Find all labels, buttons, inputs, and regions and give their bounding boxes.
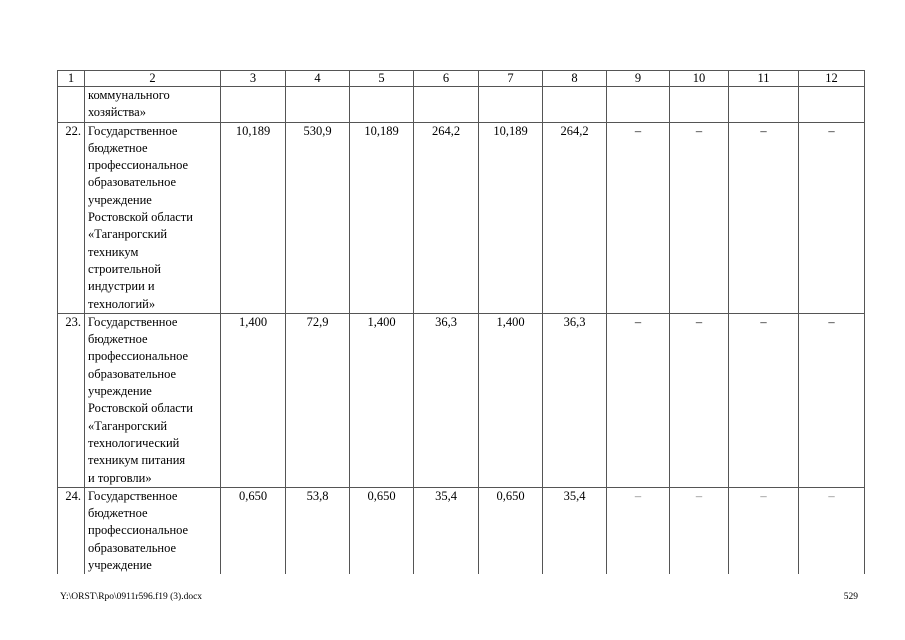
institution-name-cell [85,122,221,313]
value-cell: 10,189 [350,122,414,313]
footer-file-path: Y:\ORST\Rpo\0911r596.f19 (3).docx [60,592,203,602]
row-number-cell: 22. [58,122,85,313]
value-cell: 35,4 [414,487,479,574]
value-cell [670,87,729,123]
institution-name-line: Ростовской области [88,401,193,416]
header-row [58,71,865,87]
institution-name-line: образовательное [88,366,177,381]
value-cell [221,87,286,123]
value-cell: 36,3 [414,313,479,487]
header-cell: 2 [85,71,221,87]
table-body [58,71,865,575]
institution-name-line: хозяйства» [88,105,146,120]
institution-name-line: бюджетное [88,140,148,155]
header-cell: 1 [58,71,85,87]
institution-name-line: техникум [88,244,139,259]
header-cell: 9 [607,71,670,87]
value-cell: 72,9 [286,313,350,487]
institution-name-line: «Таганрогский [88,418,168,433]
value-cell: – [729,487,799,574]
institution-name-line: бюджетное [88,332,148,347]
row-number-cell [58,87,85,123]
header-cell: 4 [286,71,350,87]
institution-name-line: образовательное [88,175,177,190]
table-row [58,122,865,313]
value-cell: 53,8 [286,487,350,574]
institution-name-line: индустрии и [88,279,155,294]
value-cell: 0,650 [479,487,543,574]
institution-name-line: «Таганрогский [88,227,168,242]
value-cell: 264,2 [543,122,607,313]
value-cell: 1,400 [479,313,543,487]
table-row [58,313,865,487]
institution-name-line: профессиональное [88,523,189,538]
header-cell: 11 [729,71,799,87]
row-number-cell: 24. [58,487,85,574]
value-cell: 530,9 [286,122,350,313]
value-cell: 0,650 [350,487,414,574]
institution-name-line: строительной [88,261,161,276]
header-cell: 5 [350,71,414,87]
value-cell: 10,189 [479,122,543,313]
institution-name-line: Ростовской области [88,210,193,225]
institution-name-line: профессиональное [88,158,189,173]
header-cell: 6 [414,71,479,87]
value-cell [479,87,543,123]
value-cell: – [607,313,670,487]
institution-name-line: и торговли» [88,470,152,485]
value-cell: – [729,122,799,313]
value-cell [350,87,414,123]
row-number-cell: 23. [58,313,85,487]
page-number: 529 [843,592,858,602]
institution-name-line: учреждение [88,558,152,573]
institution-name-line: учреждение [88,384,152,399]
institution-name-line: учреждение [88,192,152,207]
table-row [58,487,865,574]
institution-name-line: Государственное [88,488,178,503]
value-cell: – [799,487,865,574]
header-cell: 7 [479,71,543,87]
value-cell [543,87,607,123]
header-cell: 3 [221,71,286,87]
data-table [57,70,865,574]
institution-name-line: техникум питания [88,453,186,468]
institution-name-cell [85,87,221,123]
value-cell: 264,2 [414,122,479,313]
header-cell: 12 [799,71,865,87]
institution-name-line: образовательное [88,540,177,555]
value-cell: – [799,122,865,313]
institution-name-line: бюджетное [88,506,148,521]
value-cell [799,87,865,123]
institution-name-line: технологический [88,435,180,450]
institution-name-cell [85,313,221,487]
institution-name-line: технологий» [88,296,156,311]
value-cell: – [670,122,729,313]
value-cell: 36,3 [543,313,607,487]
value-cell [286,87,350,123]
institution-name-cell [85,487,221,574]
value-cell: 0,650 [221,487,286,574]
institution-name-line: коммунального [88,88,170,102]
value-cell: – [799,313,865,487]
value-cell: – [670,313,729,487]
value-cell: – [729,313,799,487]
institution-name-line: Государственное [88,314,178,329]
table-row [58,87,865,123]
value-cell: 10,189 [221,122,286,313]
value-cell [607,87,670,123]
value-cell: 35,4 [543,487,607,574]
header-cell: 10 [670,71,729,87]
value-cell [729,87,799,123]
institution-name-line: Государственное [88,123,178,138]
value-cell: – [607,487,670,574]
header-cell: 8 [543,71,607,87]
value-cell: 1,400 [350,313,414,487]
institution-name-line: профессиональное [88,349,189,364]
value-cell: – [670,487,729,574]
value-cell: – [607,122,670,313]
value-cell [414,87,479,123]
value-cell: 1,400 [221,313,286,487]
